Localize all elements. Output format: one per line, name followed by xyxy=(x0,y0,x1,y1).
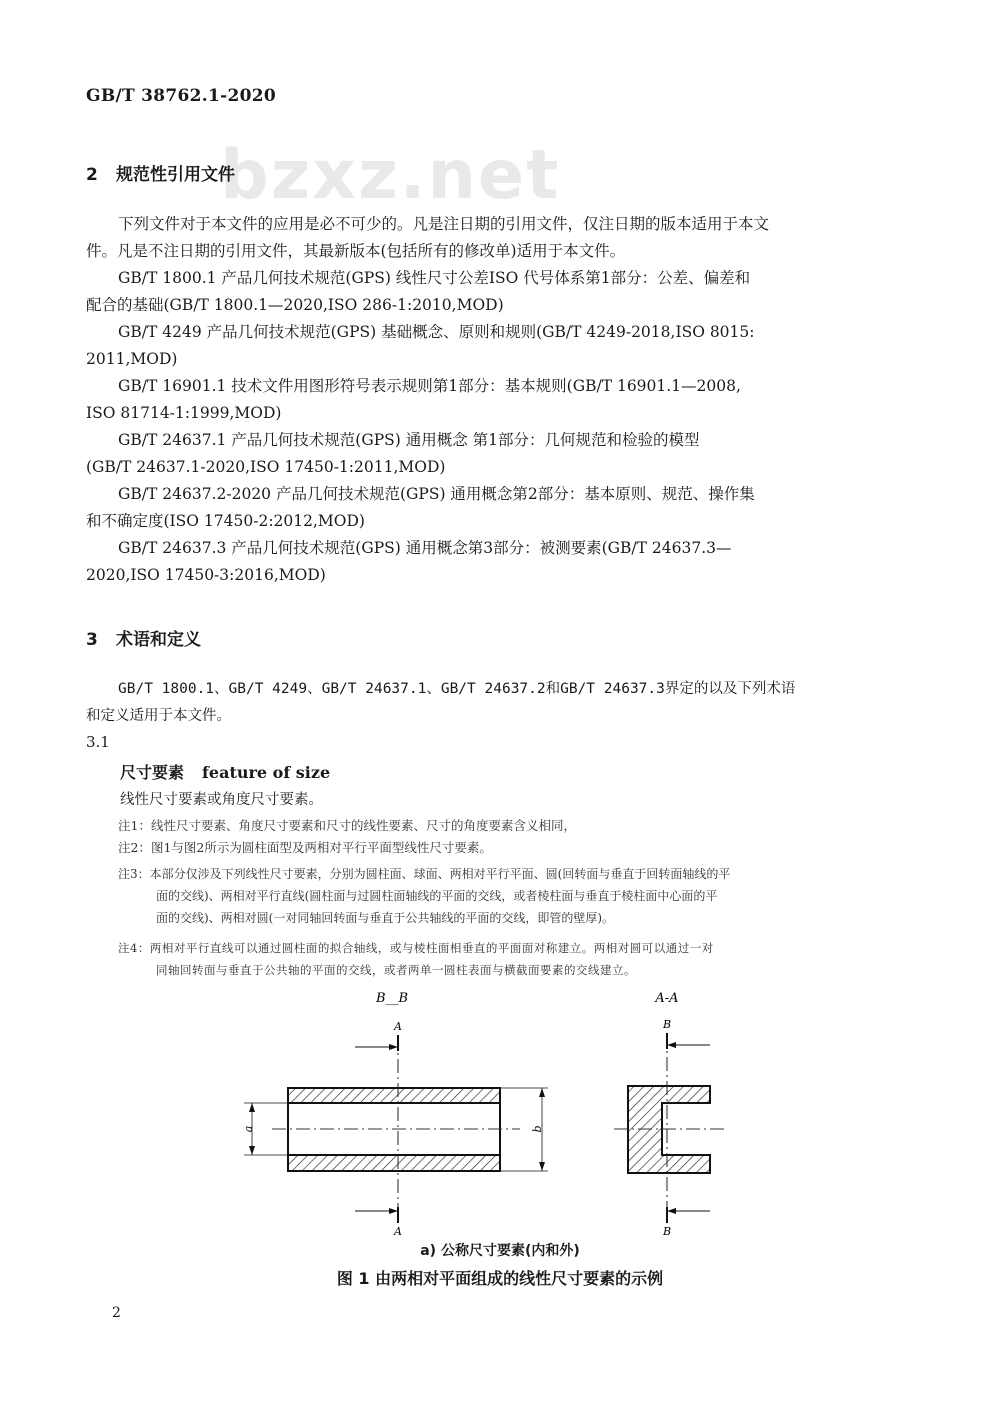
text-line: 和不确定度(ISO 17450-2:2012,MOD) xyxy=(86,512,365,530)
text-line: 和定义适用于本文件。 xyxy=(86,708,231,724)
text-line: 2011,MOD) xyxy=(86,350,178,368)
text-line: 同轴回转面与垂直于公共轴的平面的交线，或者两单一圆柱表面与横截面要素的交线建立。 xyxy=(156,963,636,977)
reference-item xyxy=(86,319,866,373)
text-line: 件。凡是不注日期的引用文件，其最新版本(包括所有的修改单)适用于本文件。 xyxy=(86,242,626,260)
reference-item xyxy=(86,427,866,481)
view-title-left: B__B xyxy=(375,991,409,1006)
text-line: GB/T 1800.1 产品几何技术规范(GPS) 线性尺寸公差ISO 代号体系第1部分：公差、偏差和 xyxy=(118,269,751,287)
section-title: 规范性引用文件 xyxy=(116,165,235,185)
text-line: 下列文件对于本文件的应用是必不可少的。凡是注日期的引用文件，仅注日期的版本适用于本文 xyxy=(118,215,770,233)
text-line: GB/T 24637.2-2020 产品几何技术规范(GPS) 通用概念第2部分：基本原则、规范、操作集 xyxy=(118,485,755,503)
text-line: 注2：图1与图2所示为圆柱面型及两相对平行平面型线性尺寸要素。 xyxy=(118,840,492,855)
note-2 xyxy=(118,837,492,859)
term-chinese: 尺寸要素 xyxy=(120,763,185,782)
watermark: bzxz.net xyxy=(220,136,561,215)
definition: 线性尺寸要素或角度尺寸要素。 xyxy=(120,792,323,808)
reference-item xyxy=(86,265,866,319)
standard-code: GB/T 38762.1-2020 xyxy=(86,86,277,106)
section-view-a-a xyxy=(614,1018,725,1238)
figure-caption: 图 1 由两相对平面组成的线性尺寸要素的示例 xyxy=(336,1269,664,1288)
text-line: GB/T 24637.3 产品几何技术规范(GPS) 通用概念第3部分：被测要素(GB/T 24637.3— xyxy=(118,539,732,557)
text-line: 注4：两相对平行直线可以通过圆柱面的拟合轴线，或与棱柱面相垂直的平面面对称建立。两相对圆可以通过一对 xyxy=(118,941,714,955)
note-1 xyxy=(118,815,576,837)
reference-item xyxy=(86,481,866,535)
text-line: GB/T 1800.1、GB/T 4249、GB/T 24637.1、GB/T 24637.2和GB/T 24637.3界定的以及下列术语 xyxy=(118,681,796,697)
note-3 xyxy=(118,863,730,929)
note-4 xyxy=(118,937,714,981)
section-number: 2 xyxy=(86,165,98,185)
cut-label-a-bottom: A xyxy=(394,1225,402,1238)
section-3-intro xyxy=(86,676,866,730)
text-line: GB/T 4249 产品几何技术规范(GPS) 基础概念、原则和规则(GB/T 4249-2018,ISO 8015: xyxy=(118,323,755,341)
text-line: 注3：本部分仅涉及下列线性尺寸要素，分别为圆柱面、球面、两相对平行平面、圆(回转面与垂直于回转面轴线的平 xyxy=(118,867,731,881)
section-2-heading xyxy=(86,160,235,185)
section-number: 3 xyxy=(86,630,98,650)
term xyxy=(120,760,330,783)
view-title-right: A-A xyxy=(655,991,679,1006)
text-line: ISO 81714-1:1999,MOD) xyxy=(86,404,282,422)
reference-item xyxy=(86,373,866,427)
dimension-label-a: a xyxy=(242,1125,255,1133)
text-line: 面的交线)、两相对圆(一对同轴回转面与垂直于公共轴线的平面的交线，即管的壁厚)。 xyxy=(156,911,615,925)
reference-list xyxy=(86,265,866,589)
text-line: 配合的基础(GB/T 1800.1—2020,ISO 286-1:2010,MOD) xyxy=(86,296,504,314)
text-line: 面的交线)、两相对平行直线(圆柱面与过圆柱面轴线的平面的交线，或者棱柱面与垂直于棱柱面中心面的平 xyxy=(156,889,718,903)
section-2-intro xyxy=(86,211,866,265)
term-english: feature of size xyxy=(202,763,331,782)
figure-1-drawing xyxy=(230,985,750,1240)
cut-label-b-top: B xyxy=(662,1018,672,1031)
text-line: 2020,ISO 17450-3:2016,MOD) xyxy=(86,566,326,584)
page-number: 2 xyxy=(112,1305,121,1321)
cut-label-a-top: A xyxy=(394,1020,402,1033)
dimension-label-b: b xyxy=(531,1125,544,1133)
clause-number: 3.1 xyxy=(86,733,110,751)
text-line: GB/T 16901.1 技术文件用图形符号表示规则第1部分：基本规则(GB/T 16901.1—2008, xyxy=(118,377,741,395)
section-3-heading xyxy=(86,625,201,650)
text-line: 注1：线性尺寸要素、角度尺寸要素和尺寸的线性要素、尺寸的角度要素含义相同， xyxy=(118,818,576,833)
text-line: GB/T 24637.1 产品几何技术规范(GPS) 通用概念 第1部分：几何规范和检验的模型 xyxy=(118,431,700,449)
section-title: 术语和定义 xyxy=(116,630,201,650)
text-line: (GB/T 24637.1-2020,ISO 17450-1:2011,MOD) xyxy=(86,458,446,476)
cut-label-b-bottom: B xyxy=(662,1225,672,1238)
section-view-b-b xyxy=(242,1020,548,1238)
figure-subcaption: a) 公称尺寸要素(内和外) xyxy=(420,1243,580,1259)
reference-item xyxy=(86,535,866,589)
